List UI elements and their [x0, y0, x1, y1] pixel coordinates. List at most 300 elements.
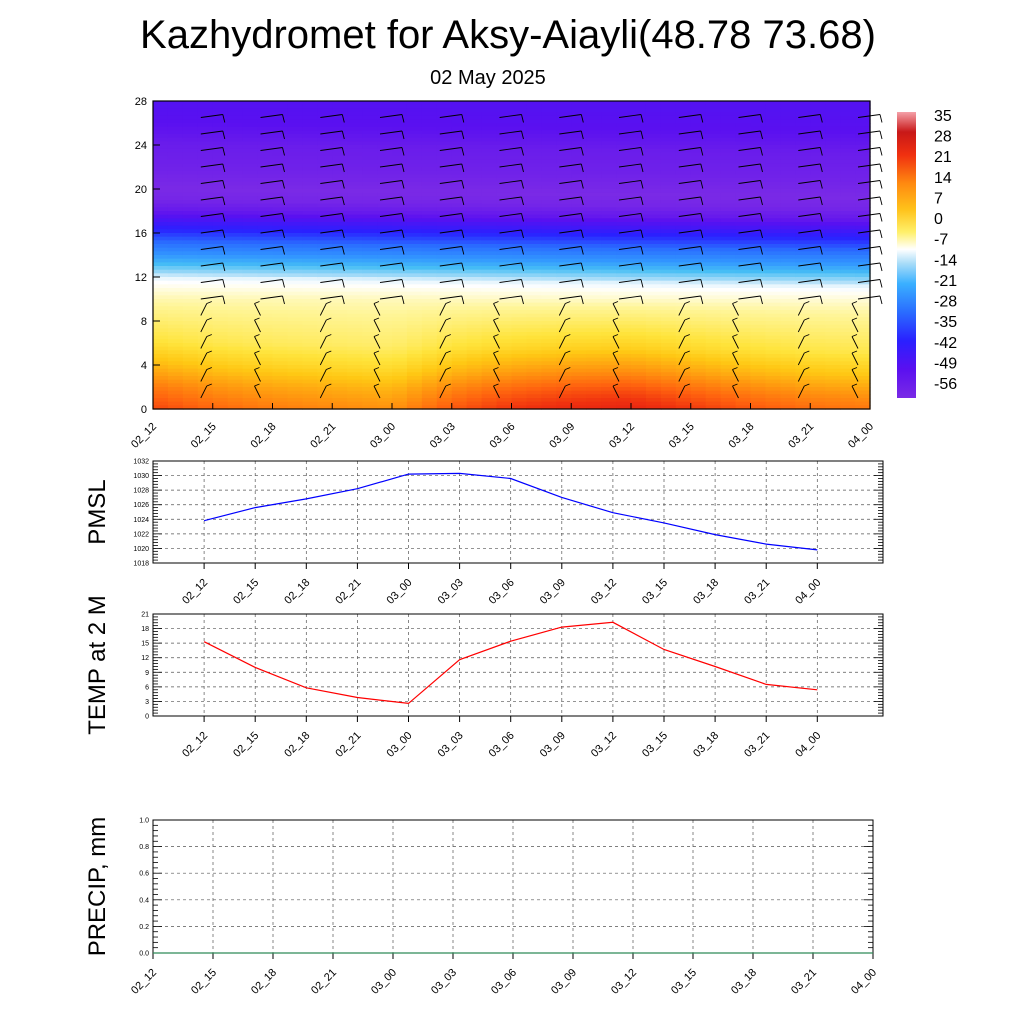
temperature-cell: [810, 171, 826, 175]
temperature-cell: [631, 354, 647, 358]
temperature-cell: [586, 299, 602, 303]
temperature-cell: [153, 145, 169, 149]
temperature-cell: [452, 314, 468, 318]
temperature-cell: [661, 134, 677, 138]
temperature-cell: [497, 402, 513, 406]
temperature-cell: [691, 215, 707, 219]
temperature-cell: [721, 211, 737, 215]
temperature-cell: [512, 314, 528, 318]
temperature-cell: [512, 288, 528, 292]
temperature-cell: [601, 259, 617, 263]
temperature-cell: [287, 226, 303, 230]
temperature-cell: [332, 317, 348, 321]
temperature-cell: [840, 310, 856, 314]
temperature-cell: [661, 101, 677, 105]
temperature-cell: [810, 273, 826, 277]
temperature-cell: [347, 380, 363, 384]
temperature-cell: [795, 402, 811, 406]
temperature-cell: [571, 299, 587, 303]
temperature-cell: [377, 251, 393, 255]
temperature-cell: [497, 105, 513, 109]
temperature-cell: [332, 292, 348, 296]
temperature-cell: [736, 156, 752, 160]
temperature-cell: [467, 189, 483, 193]
temperature-cell: [676, 251, 692, 255]
temperature-cell: [721, 218, 737, 222]
temperature-cell: [586, 127, 602, 131]
temperature-cell: [362, 185, 378, 189]
temperature-cell: [512, 226, 528, 230]
temperature-cell: [616, 292, 632, 296]
temperature-cell: [512, 306, 528, 310]
temperature-cell: [377, 339, 393, 343]
temperature-cell: [556, 178, 572, 182]
temperature-cell: [273, 336, 289, 340]
temperature-cell: [840, 185, 856, 189]
temperature-cell: [556, 306, 572, 310]
temperature-cell: [825, 218, 841, 222]
temperature-cell: [661, 281, 677, 285]
temperature-cell: [273, 273, 289, 277]
temperature-cell: [736, 358, 752, 362]
temperature-cell: [616, 178, 632, 182]
temperature-cell: [541, 160, 557, 164]
temperature-cell: [287, 391, 303, 395]
temperature-cell: [736, 101, 752, 105]
temperature-cell: [825, 321, 841, 325]
temperature-cell: [243, 288, 259, 292]
temperature-cell: [407, 332, 423, 336]
temperature-cell: [153, 310, 169, 314]
pmsl-chart: [84, 459, 883, 607]
temperature-cell: [706, 218, 722, 222]
temperature-cell: [347, 284, 363, 288]
temperature-cell: [512, 266, 528, 270]
temperature-cell: [452, 160, 468, 164]
temperature-cell: [213, 361, 229, 365]
temperature-cell: [347, 259, 363, 263]
temperature-cross-section: [129, 96, 882, 451]
temperature-cell: [526, 240, 542, 244]
temperature-cell: [407, 369, 423, 373]
temperature-cell: [183, 211, 199, 215]
temperature-cell: [497, 387, 513, 391]
temperature-cell: [332, 288, 348, 292]
temperature-cell: [302, 325, 318, 329]
temperature-cell: [302, 182, 318, 186]
temperature-cell: [243, 310, 259, 314]
temperature-cell: [541, 394, 557, 398]
temperature-cell: [661, 372, 677, 376]
temperature-cell: [452, 310, 468, 314]
temperature-cell: [646, 160, 662, 164]
temperature-cell: [586, 325, 602, 329]
temperature-cell: [198, 119, 214, 123]
temperature-cell: [168, 112, 184, 116]
temperature-cell: [512, 204, 528, 208]
temperature-cell: [243, 347, 259, 351]
temperature-cell: [153, 211, 169, 215]
temperature-cell: [467, 160, 483, 164]
temperature-cell: [855, 369, 871, 373]
temperature-cell: [243, 361, 259, 365]
temperature-cell: [482, 240, 498, 244]
temperature-cell: [153, 204, 169, 208]
temperature-cell: [855, 402, 871, 406]
temperature-cell: [422, 314, 438, 318]
temperature-cell: [377, 391, 393, 395]
temperature-cell: [512, 152, 528, 156]
temperature-cell: [437, 306, 453, 310]
temperature-cell: [855, 112, 871, 116]
temperature-cell: [706, 332, 722, 336]
temperature-cell: [541, 178, 557, 182]
temperature-cell: [646, 200, 662, 204]
temperature-cell: [407, 262, 423, 266]
temperature-cell: [287, 240, 303, 244]
temperature-cell: [541, 391, 557, 395]
temperature-cell: [810, 222, 826, 226]
temperature-cell: [526, 134, 542, 138]
temperature-cell: [302, 292, 318, 296]
temperature-cell: [392, 108, 408, 112]
temperature-cell: [467, 156, 483, 160]
temperature-cell: [302, 402, 318, 406]
temperature-cell: [228, 380, 244, 384]
temperature-cell: [691, 369, 707, 373]
temperature-cell: [287, 343, 303, 347]
temperature-cell: [855, 141, 871, 145]
temperature-cell: [482, 281, 498, 285]
temperature-cell: [825, 204, 841, 208]
temperature-cell: [646, 284, 662, 288]
temperature-cell: [377, 350, 393, 354]
temperature-cell: [228, 328, 244, 332]
temperature-cell: [362, 127, 378, 131]
temperature-cell: [183, 306, 199, 310]
temperature-cell: [452, 240, 468, 244]
temperature-cell: [571, 116, 587, 120]
temperature-cell: [810, 314, 826, 318]
temperature-cell: [825, 402, 841, 406]
temperature-cell: [437, 123, 453, 127]
temperature-cell: [825, 259, 841, 263]
temperature-cell: [616, 391, 632, 395]
temperature-cell: [258, 240, 274, 244]
temperature-cell: [646, 145, 662, 149]
temperature-cell: [452, 207, 468, 211]
temperature-cell: [840, 328, 856, 332]
temperature-cell: [347, 336, 363, 340]
temperature-cell: [541, 222, 557, 226]
temperature-cell: [661, 387, 677, 391]
temperature-cell: [646, 299, 662, 303]
temperature-cell: [422, 281, 438, 285]
temperature-cell: [243, 130, 259, 134]
temperature-cell: [751, 204, 767, 208]
temperature-cell: [273, 156, 289, 160]
temperature-cell: [512, 116, 528, 120]
temperature-cell: [661, 240, 677, 244]
temperature-cell: [691, 284, 707, 288]
temperature-cell: [243, 273, 259, 277]
temperature-cell: [646, 259, 662, 263]
temperature-cell: [422, 380, 438, 384]
temperature-cell: [228, 145, 244, 149]
temperature-cell: [691, 380, 707, 384]
temperature-cell: [676, 138, 692, 142]
temperature-cell: [541, 361, 557, 365]
temperature-cell: [825, 277, 841, 281]
temperature-cell: [646, 156, 662, 160]
temperature-cell: [243, 156, 259, 160]
temperature-cell: [287, 248, 303, 252]
temperature-cell: [855, 222, 871, 226]
temperature-cell: [661, 402, 677, 406]
temperature-cell: [646, 189, 662, 193]
temperature-cell: [258, 119, 274, 123]
temperature-cell: [751, 123, 767, 127]
temperature-cell: [168, 178, 184, 182]
temperature-cell: [616, 365, 632, 369]
temperature-cell: [407, 354, 423, 358]
temperature-cell: [631, 391, 647, 395]
temperature-cell: [571, 204, 587, 208]
temperature-cell: [183, 402, 199, 406]
temperature-cell: [601, 288, 617, 292]
temperature-cell: [153, 387, 169, 391]
temperature-cell: [661, 350, 677, 354]
temperature-cell: [467, 398, 483, 402]
temperature-cell: [631, 248, 647, 252]
temperature-cell: [661, 112, 677, 116]
temperature-cell: [571, 174, 587, 178]
temperature-cell: [422, 127, 438, 131]
temperature-cell: [526, 112, 542, 116]
temperature-cell: [691, 149, 707, 153]
temperature-cell: [213, 325, 229, 329]
temperature-cell: [287, 196, 303, 200]
temperature-cell: [287, 211, 303, 215]
temperature-cell: [646, 354, 662, 358]
temperature-cell: [855, 325, 871, 329]
temperature-cell: [243, 376, 259, 380]
temperature-cell: [332, 299, 348, 303]
temperature-cell: [183, 222, 199, 226]
temperature-cell: [332, 310, 348, 314]
temperature-cell: [556, 218, 572, 222]
temperature-cell: [168, 361, 184, 365]
temperature-cell: [840, 138, 856, 142]
temperature-cell: [273, 116, 289, 120]
temperature-cell: [347, 310, 363, 314]
temperature-cell: [437, 105, 453, 109]
temperature-cell: [437, 273, 453, 277]
temperature-cell: [153, 244, 169, 248]
temperature-cell: [556, 270, 572, 274]
temperature-cell: [541, 383, 557, 387]
temperature-cell: [571, 185, 587, 189]
temperature-cell: [407, 251, 423, 255]
temperature-cell: [780, 171, 796, 175]
temperature-cell: [497, 152, 513, 156]
temperature-cell: [198, 211, 214, 215]
temperature-cell: [706, 189, 722, 193]
temperature-cell: [736, 193, 752, 197]
temperature-cell: [243, 149, 259, 153]
temperature-cell: [526, 145, 542, 149]
temperature-cell: [661, 354, 677, 358]
colorbar-label: 7: [934, 190, 943, 208]
temperature-cell: [825, 292, 841, 296]
temperature-cell: [183, 358, 199, 362]
temperature-cell: [616, 266, 632, 270]
temperature-cell: [467, 299, 483, 303]
temperature-cell: [332, 218, 348, 222]
temperature-cell: [183, 145, 199, 149]
temperature-cell: [840, 361, 856, 365]
temperature-cell: [258, 336, 274, 340]
temperature-cell: [362, 178, 378, 182]
temperature-cell: [452, 365, 468, 369]
temperature-cell: [855, 244, 871, 248]
temperature-cell: [765, 138, 781, 142]
temperature-cell: [362, 229, 378, 233]
temperature-cell: [780, 163, 796, 167]
temperature-cell: [691, 387, 707, 391]
temperature-cell: [646, 273, 662, 277]
temperature-cell: [332, 372, 348, 376]
temperature-cell: [631, 156, 647, 160]
temperature-cell: [228, 251, 244, 255]
temperature-cell: [526, 233, 542, 237]
temperature-cell: [661, 292, 677, 296]
temperature-cell: [541, 112, 557, 116]
temperature-cell: [258, 273, 274, 277]
temperature-cell: [258, 383, 274, 387]
temperature-cell: [751, 383, 767, 387]
temperature-cell: [347, 266, 363, 270]
temperature-cell: [780, 149, 796, 153]
temperature-cell: [526, 347, 542, 351]
temperature-cell: [377, 105, 393, 109]
temperature-cell: [512, 310, 528, 314]
temperature-cell: [362, 292, 378, 296]
temperature-cell: [407, 200, 423, 204]
temperature-cell: [526, 171, 542, 175]
temperature-cell: [855, 218, 871, 222]
temperature-cell: [526, 266, 542, 270]
temperature-cell: [541, 215, 557, 219]
temperature-cell: [661, 295, 677, 299]
temperature-cell: [825, 189, 841, 193]
temperature-cell: [422, 358, 438, 362]
temperature-cell: [153, 343, 169, 347]
temperature-cell: [780, 391, 796, 395]
temperature-cell: [526, 138, 542, 142]
temperature-cell: [765, 288, 781, 292]
temperature-cell: [765, 332, 781, 336]
temperature-cell: [631, 336, 647, 340]
temperature-cell: [422, 284, 438, 288]
temperature-cell: [765, 130, 781, 134]
temperature-cell: [422, 387, 438, 391]
temperature-cell: [347, 112, 363, 116]
temperature-cell: [825, 240, 841, 244]
temperature-cell: [213, 240, 229, 244]
temperature-cell: [706, 365, 722, 369]
temperature-cell: [467, 244, 483, 248]
temperature-cell: [183, 347, 199, 351]
temperature-cell: [497, 127, 513, 131]
temperature-cell: [422, 134, 438, 138]
temperature-cell: [780, 328, 796, 332]
temperature-cell: [332, 233, 348, 237]
temperature-cell: [646, 277, 662, 281]
temperature-cell: [183, 218, 199, 222]
temperature-cell: [721, 262, 737, 266]
temperature-cell: [183, 310, 199, 314]
temperature-cell: [721, 244, 737, 248]
temperature-cell: [153, 130, 169, 134]
temperature-cell: [751, 270, 767, 274]
temperature-cell: [571, 101, 587, 105]
temperature-cell: [646, 138, 662, 142]
temperature-cell: [183, 233, 199, 237]
temperature-cell: [601, 376, 617, 380]
temperature-cell: [706, 112, 722, 116]
temperature-cell: [273, 398, 289, 402]
temperature-cell: [273, 372, 289, 376]
temperature-cell: [302, 266, 318, 270]
temperature-cell: [571, 237, 587, 241]
temperature-cell: [482, 174, 498, 178]
temperature-cell: [198, 325, 214, 329]
temperature-cell: [616, 270, 632, 274]
temperature-cell: [273, 376, 289, 380]
temperature-cell: [676, 123, 692, 127]
temperature-cell: [840, 222, 856, 226]
temperature-cell: [183, 350, 199, 354]
temperature-cell: [422, 248, 438, 252]
temperature-cell: [377, 336, 393, 340]
temperature-cell: [810, 141, 826, 145]
temperature-cell: [736, 303, 752, 307]
temperature-cell: [153, 237, 169, 241]
temperature-cell: [302, 310, 318, 314]
temperature-cell: [287, 174, 303, 178]
temperature-cell: [765, 196, 781, 200]
temperature-cell: [347, 152, 363, 156]
temperature-cell: [736, 387, 752, 391]
temperature-cell: [437, 193, 453, 197]
temperature-cell: [183, 200, 199, 204]
temperature-cell: [825, 160, 841, 164]
temperature-cell: [780, 376, 796, 380]
temperature-cell: [467, 380, 483, 384]
temperature-cell: [392, 141, 408, 145]
temperature-cell: [810, 266, 826, 270]
temperature-cell: [765, 215, 781, 219]
temperature-cell: [183, 163, 199, 167]
temperature-cell: [676, 189, 692, 193]
temperature-cell: [213, 156, 229, 160]
temperature-cell: [287, 116, 303, 120]
temperature-cell: [273, 383, 289, 387]
temperature-cell: [482, 398, 498, 402]
temperature-cell: [601, 215, 617, 219]
temperature-cell: [332, 127, 348, 131]
